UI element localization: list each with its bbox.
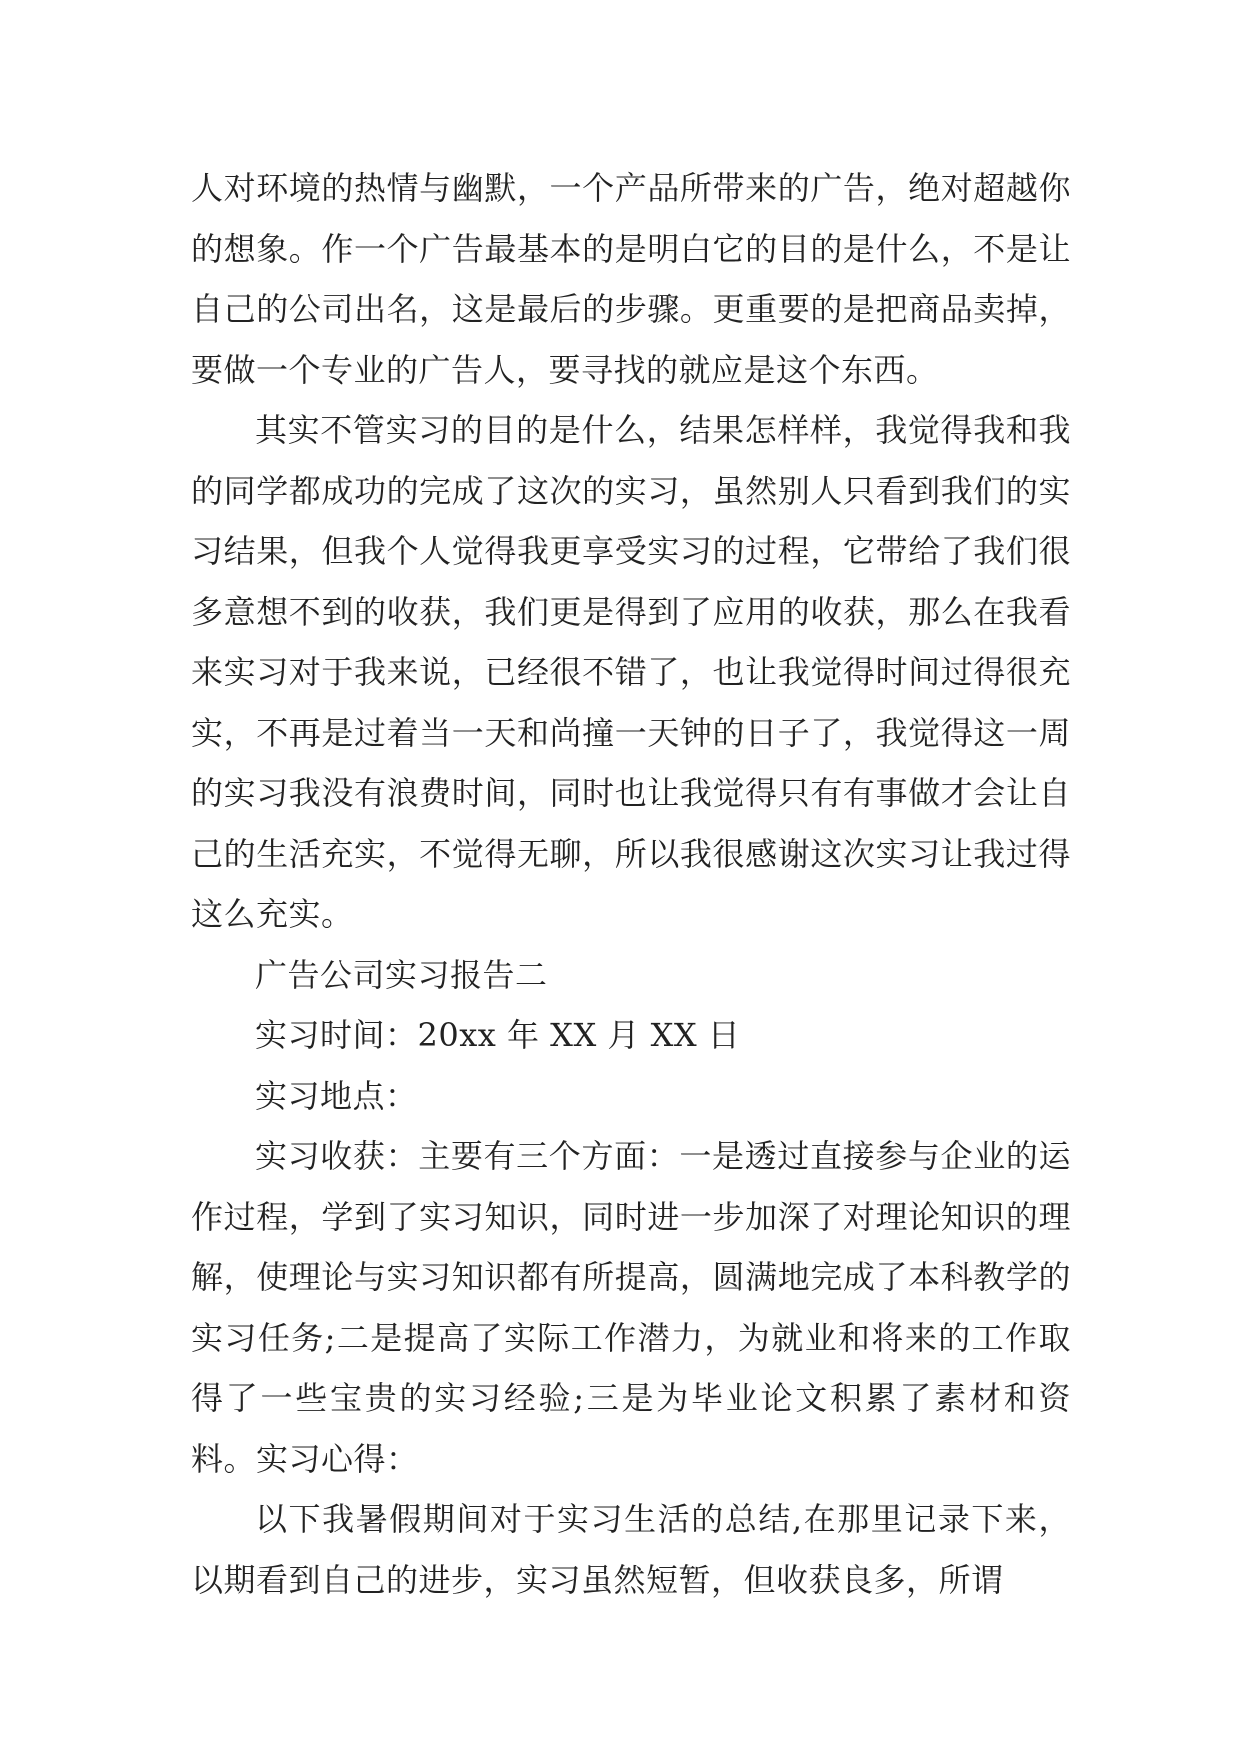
section-heading: 广告公司实习报告二 [255, 955, 548, 994]
internship-location: 实习地点： [255, 1076, 418, 1115]
internship-time: 实习时间：20xx 年 XX 月 XX 日 [255, 1016, 741, 1054]
paragraph-internship-gains: 实习收获：主要有三个方面：一是透过直接参与企业的运作过程，学到了实习知识，同时进一步加深了对理论知识的理解，使理论与实习知识都有所提高，圆满地完成了本科教学的实习任务;二是提高了实际工作潜力，为就业和将来的工作取得了一些宝贵的实习经验;三是为毕业论文积累了素材和资料。实习心得： [191, 1137, 1071, 1478]
document-body [191, 158, 1071, 1610]
paragraph-summer-summary: 以下我暑假期间对于实习生活的总结,在那里记录下来，以期看到自己的进步，实习虽然短暂，但收获良多，所谓 [191, 1500, 1071, 1599]
paragraph-continuation: 人对环境的热情与幽默，一个产品所带来的广告，绝对超越你的想象。作一个广告最基本的是明白它的目的是什么，不是让自己的公司出名，这是最后的步骤。更重要的是把商品卖掉，要做一个专业的广告人，要寻找的就应是这个东西。 [191, 169, 1071, 389]
paragraph-internship-reflection: 其实不管实习的目的是什么，结果怎样样，我觉得我和我的同学都成功的完成了这次的实习，虽然别人只看到我们的实习结果，但我个人觉得我更享受实习的过程，它带给了我们很多意想不到的收获，我们更是得到了应用的收获，那么在我看来实习对于我来说，已经很不错了，也让我觉得时间过得很充实，不再是过着当一天和尚撞一天钟的日子了，我觉得这一周的实习我没有浪费时间，同时也让我觉得只有有事做才会让自己的生活充实，不觉得无聊，所以我很感谢这次实习让我过得这么充实。 [191, 411, 1071, 933]
